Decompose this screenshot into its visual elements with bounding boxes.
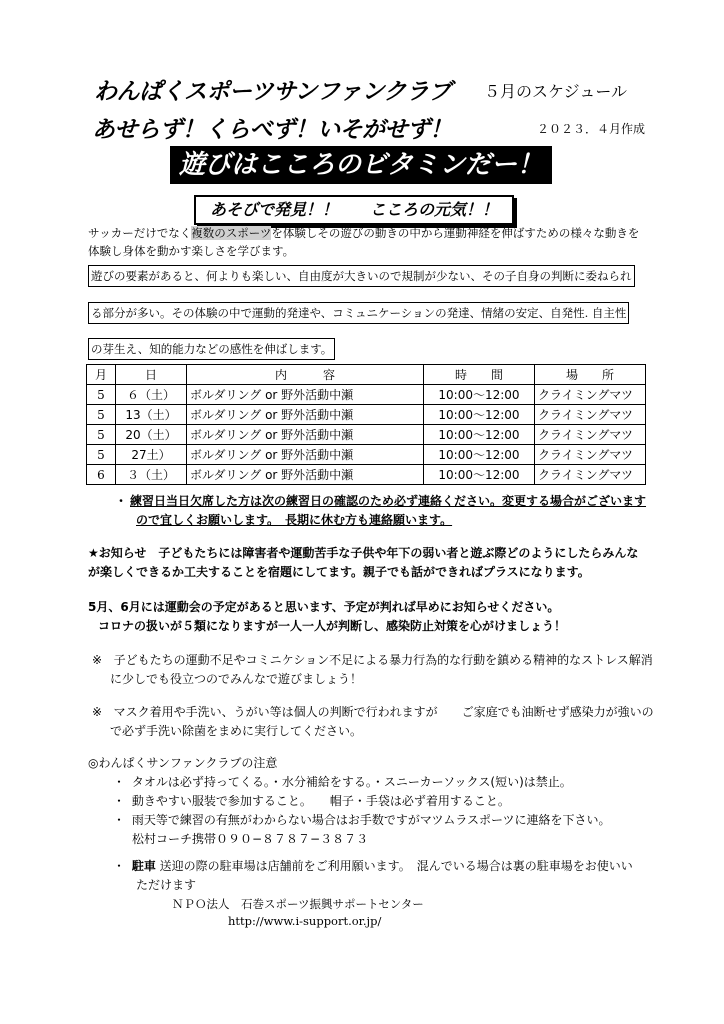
row-month: 5 — [87, 425, 116, 445]
row-day: 13（土） — [116, 405, 187, 425]
parking-note — [110, 857, 633, 895]
footer-org: ＮＰＯ法人 石巻スポーツ振興サポートセンター — [172, 897, 424, 911]
row-month: 5 — [87, 445, 116, 465]
row-content: ボルダリング or 野外活動中瀬 — [187, 405, 424, 425]
created-date: ２０２３．４月作成 — [537, 122, 646, 136]
absence-note — [112, 492, 646, 530]
row-content: ボルダリング or 野外活動中瀬 — [187, 465, 424, 485]
rules-item-2: 動きやすい服装で参加すること。 帽子・手袋は必ず着用すること。 — [131, 794, 510, 808]
parking-label: 駐車 — [131, 859, 156, 873]
intro-box-line-3: の芽生え、知的能力などの感性を伸ばします。 — [88, 338, 335, 360]
absence-note-line-1: 練習日当日欠席した方は次の練習日の確認のため必ず連絡ください。変更する場合がございます — [130, 494, 647, 508]
sports-day-line-1: 5月、6月には運動会の予定があると思います、予定が判れば早めにお知らせください。 — [88, 600, 560, 614]
notice-line-1: ★お知らせ 子どもたちには障害者や運動苦手な子供や年下の弱い者と遊ぶ際どのようにしたらみんな — [88, 546, 639, 560]
header-content: 内 容 — [187, 365, 424, 385]
sub-banner: あそびで発見！！ こころの元気！！ — [194, 195, 514, 225]
schedule-table — [86, 364, 646, 485]
bullet: ・ — [112, 813, 125, 827]
table-row — [87, 445, 646, 465]
parking-text-2: ただけます — [136, 878, 197, 892]
rules-item-3: 雨天等で練習の有無がわからない場合はお手数ですがマツムラスポーツに連絡を下さい。 — [131, 813, 611, 827]
mask-line-1: マスク着用や手洗い、うがい等は個人の判断で行われますが ご家庭でも油断せず感染力が強いの — [113, 705, 654, 719]
row-place: クライミングマツ — [535, 445, 646, 465]
stress-paragraph — [88, 651, 653, 689]
row-place: クライミングマツ — [535, 405, 646, 425]
club-name: わんぱくスポーツサンファンクラブ — [94, 79, 452, 105]
row-month: 5 — [87, 385, 116, 405]
header-day: 日 — [116, 365, 187, 385]
intro-post: を体験しその遊びの動きの中から運動神経を伸ばすための様々な動きを体験し身体を動かす楽しさを学びます。 — [88, 226, 640, 258]
row-time: 10:00～12:00 — [424, 385, 535, 405]
row-place: クライミングマツ — [535, 385, 646, 405]
mask-paragraph — [88, 703, 654, 741]
rules-item-1: タオルは必ず持ってくる。・水分補給をする。・スニーカーソックス(短い)は禁止。 — [131, 775, 572, 789]
row-content: ボルダリング or 野外活動中瀬 — [187, 385, 424, 405]
notice-paragraph — [88, 544, 638, 582]
sports-day-paragraph — [88, 598, 566, 636]
parking-text-1: 送迎の際の駐車場は店舗前をご利用願います。 混んでいる場合は裏の駐車場をお使いい — [159, 859, 633, 873]
row-month: 6 — [87, 465, 116, 485]
note-mark: ※ — [91, 705, 103, 719]
rules-title: ◎わんぱくサンファンクラブの注意 — [88, 756, 278, 770]
header-place: 場 所 — [535, 365, 646, 385]
footer-url[interactable]: http://www.i-support.or.jp/ — [228, 914, 382, 928]
row-content: ボルダリング or 野外活動中瀬 — [187, 445, 424, 465]
schedule-header-row — [87, 365, 646, 385]
row-time: 10:00～12:00 — [424, 405, 535, 425]
row-content: ボルダリング or 野外活動中瀬 — [187, 425, 424, 445]
intro-paragraph — [88, 224, 648, 260]
row-day: ３（土） — [116, 465, 187, 485]
sports-day-line-2: コロナの扱いが５類になりますが一人一人が判断し、感染防止対策を心がけましょう！ — [98, 619, 567, 633]
row-day: ６（土） — [116, 385, 187, 405]
rules-section — [88, 754, 611, 849]
row-place: クライミングマツ — [535, 425, 646, 445]
table-row — [87, 405, 646, 425]
mask-line-2: で必ず手洗い除菌をまめに実行してください。 — [110, 724, 363, 738]
row-place: クライミングマツ — [535, 465, 646, 485]
month-schedule-title: ５月のスケジュール — [484, 82, 628, 101]
row-day: 27土） — [116, 445, 187, 465]
bullet: ・ — [114, 494, 127, 508]
absence-note-line-2: ので宜しくお願いします。 長期に休む方も連絡願います。 — [136, 513, 453, 527]
bullet: ・ — [112, 794, 125, 808]
row-day: 20（土） — [116, 425, 187, 445]
table-row — [87, 385, 646, 405]
stress-line-1: 子どもたちの運動不足やコミニケション不足による暴力行為的な行動を鎮める精神的なストレス解消 — [113, 653, 653, 667]
main-banner: 遊びはこころのビタミンだー！ — [170, 146, 552, 184]
table-row — [87, 425, 646, 445]
slogan: あせらず！くらべず！いそがせず！ — [92, 117, 452, 143]
notice-line-2: が楽しくできるか工夫することを宿題にしてます。親子でも話ができればプラスになります。 — [88, 565, 590, 579]
intro-box-line-1: 遊びの要素があると、何よりも楽しい、自由度が大きいので規制が少ない、その子自身の判断に委ねられ — [88, 265, 635, 287]
bullet: ・ — [112, 775, 125, 789]
bullet: ・ — [112, 859, 125, 873]
row-time: 10:00～12:00 — [424, 445, 535, 465]
note-mark: ※ — [91, 653, 103, 667]
intro-box-line-2: る部分が多い。その体験の中で運動的発達や、コミュニケーションの発達、情緒の安定、自発性. 自主性 — [88, 302, 629, 324]
intro-pre: サッカーだけでなく — [88, 226, 192, 240]
intro-highlight: 複数のスポーツ — [191, 226, 272, 240]
row-time: 10:00～12:00 — [424, 465, 535, 485]
row-month: 5 — [87, 405, 116, 425]
stress-line-2: に少しでも役立つのでみんなで遊びましょう！ — [110, 672, 363, 686]
coach-phone: 松村コーチ携帯０９０−８７８７−３８７３ — [132, 832, 369, 846]
table-row — [87, 465, 646, 485]
row-time: 10:00～12:00 — [424, 425, 535, 445]
header-time: 時 間 — [424, 365, 535, 385]
header-month: 月 — [87, 365, 116, 385]
